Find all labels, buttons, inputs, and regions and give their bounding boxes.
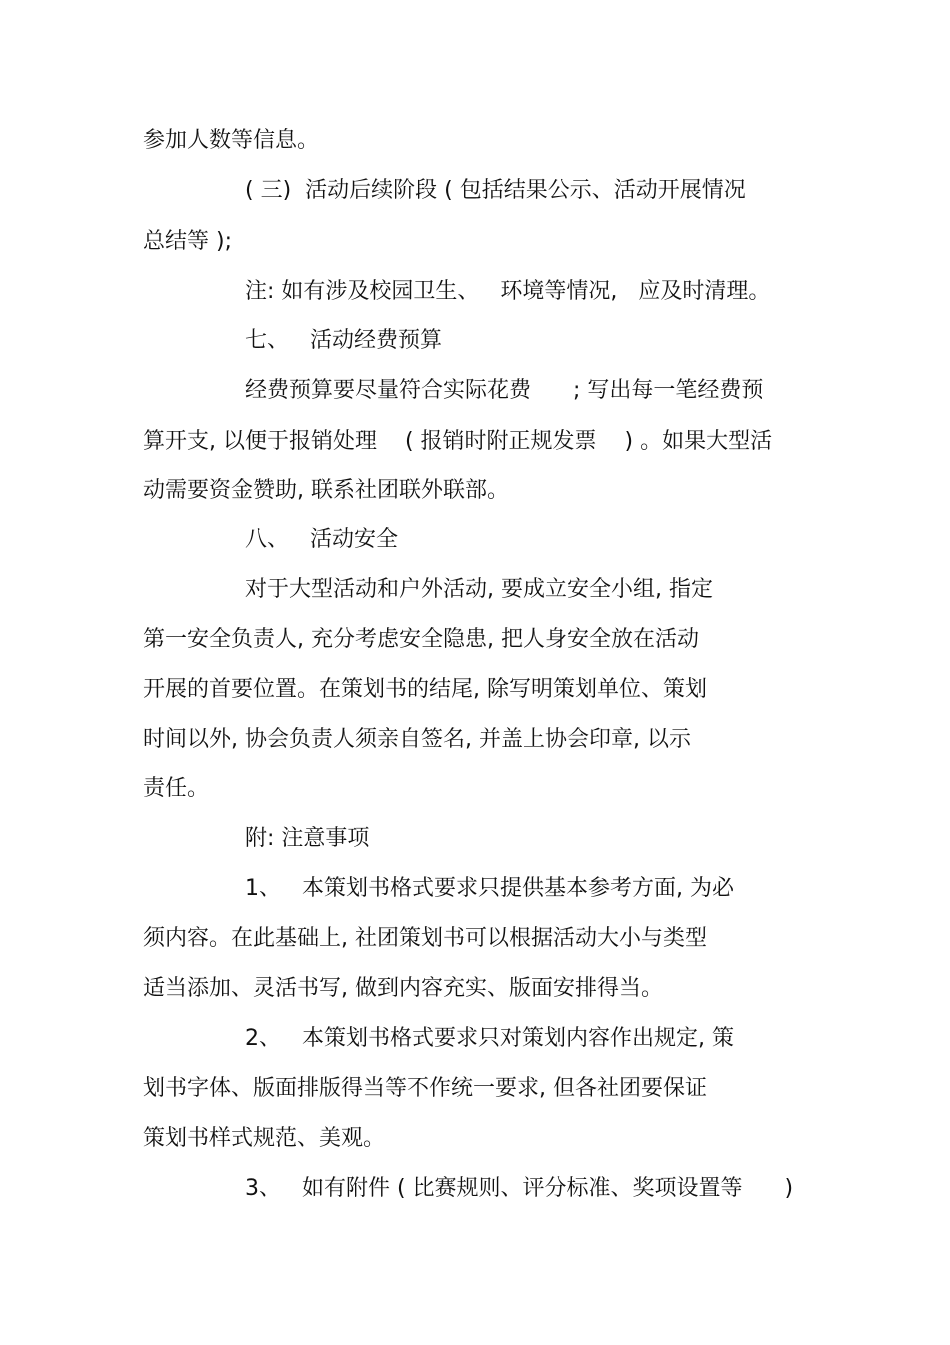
- text-line: 经费预算要尽量符合实际花费 ; 写出每一笔经费预: [245, 378, 764, 403]
- section-heading: 七、 活动经费预算: [245, 328, 442, 353]
- text-line: 适当添加、灵活书写, 做到内容充实、版面安排得当。: [143, 976, 663, 1001]
- section-heading: ( 三) 活动后续阶段 ( 包括结果公示、活动开展情况: [245, 178, 746, 203]
- text-line: 对于大型活动和户外活动, 要成立安全小组, 指定: [245, 577, 713, 602]
- section-heading: 八、 活动安全: [245, 527, 398, 552]
- text-line: 算开支, 以便于报销处理 ( 报销时附正规发票 ) 。如果大型活: [143, 429, 773, 454]
- list-item: 1、 本策划书格式要求只提供基本参考方面, 为必: [245, 876, 734, 901]
- text-line: 总结等 );: [143, 229, 232, 254]
- text-line: 第一安全负责人, 充分考虑安全隐患, 把人身安全放在活动: [143, 627, 699, 652]
- text-line: 划书字体、版面排版得当等不作统一要求, 但各社团要保证: [143, 1076, 707, 1101]
- list-item: 3、 如有附件 ( 比赛规则、评分标准、奖项设置等 ): [245, 1176, 794, 1201]
- list-item: 2、 本策划书格式要求只对策划内容作出规定, 策: [245, 1026, 734, 1051]
- text-line: 动需要资金赞助, 联系社团联外联部。: [143, 478, 509, 503]
- text-line: 开展的首要位置。在策划书的结尾, 除写明策划单位、策划: [143, 677, 707, 702]
- note-line: 注: 如有涉及校园卫生、 环境等情况, 应及时清理。: [245, 279, 771, 304]
- text-line: 策划书样式规范、美观。: [143, 1126, 386, 1151]
- text-line: 责任。: [143, 776, 210, 801]
- text-line: 须内容。在此基础上, 社团策划书可以根据活动大小与类型: [143, 926, 707, 951]
- text-line: 参加人数等信息。: [143, 128, 320, 153]
- text-line: 时间以外, 协会负责人须亲自签名, 并盖上协会印章, 以示: [143, 727, 691, 752]
- section-heading: 附: 注意事项: [245, 826, 370, 851]
